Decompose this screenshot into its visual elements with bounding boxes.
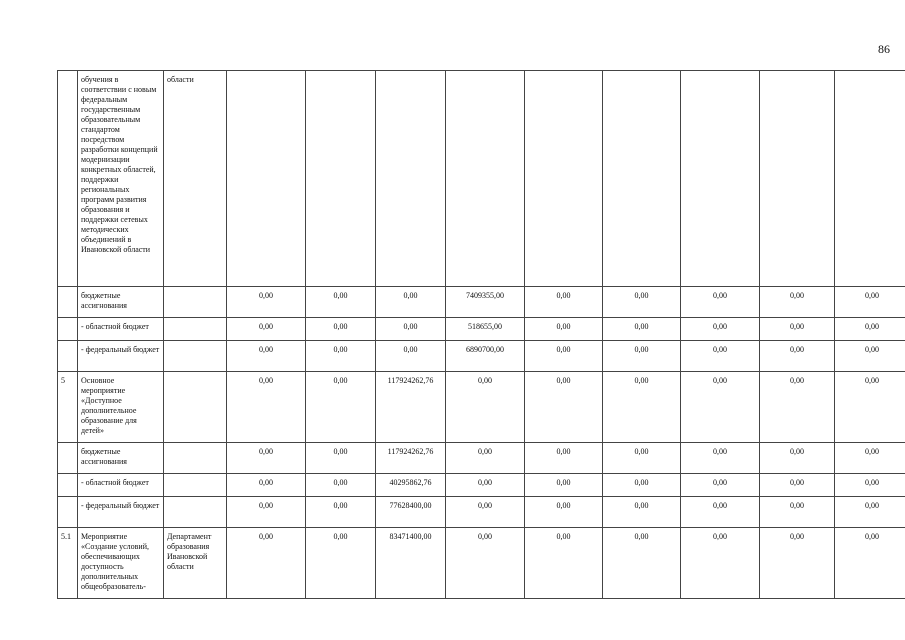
- table-row: [58, 287, 905, 318]
- row-executor: [164, 372, 227, 443]
- row-index: 5: [58, 372, 78, 443]
- row-value: 0,00: [760, 443, 835, 474]
- row-value: 0,00: [525, 372, 603, 443]
- row-value: 0,00: [835, 318, 905, 341]
- row-value: 0,00: [227, 443, 306, 474]
- row-value: 0,00: [446, 372, 525, 443]
- row-value: 0,00: [835, 474, 905, 497]
- row-value: 6890700,00: [446, 341, 525, 372]
- row-value: [376, 71, 446, 287]
- row-value: [760, 71, 835, 287]
- row-value: 0,00: [306, 372, 376, 443]
- row-value: 0,00: [681, 372, 760, 443]
- row-value: 0,00: [227, 287, 306, 318]
- row-value: [446, 71, 525, 287]
- row-name: бюджетные ассигнования: [78, 287, 164, 318]
- row-value: 0,00: [760, 474, 835, 497]
- row-value: 0,00: [835, 497, 905, 528]
- row-value: 0,00: [681, 318, 760, 341]
- row-name: - областной бюджет: [78, 318, 164, 341]
- row-value: 0,00: [306, 497, 376, 528]
- row-value: 0,00: [835, 528, 905, 599]
- row-value: 0,00: [446, 528, 525, 599]
- row-value: 77628400,00: [376, 497, 446, 528]
- row-value: 0,00: [603, 372, 681, 443]
- row-index: [58, 287, 78, 318]
- row-value: 0,00: [760, 497, 835, 528]
- row-value: 0,00: [603, 341, 681, 372]
- table-row: [58, 497, 905, 528]
- row-value: 0,00: [227, 318, 306, 341]
- row-value: 0,00: [603, 318, 681, 341]
- row-value: 0,00: [603, 443, 681, 474]
- table-row: [58, 318, 905, 341]
- row-name: Основное мероприятие «Доступное дополнительное образование для детей»: [78, 372, 164, 443]
- row-executor: [164, 341, 227, 372]
- row-value: 0,00: [760, 341, 835, 372]
- row-value: [227, 71, 306, 287]
- row-value: 0,00: [760, 372, 835, 443]
- row-value: 0,00: [760, 287, 835, 318]
- row-index: [58, 318, 78, 341]
- row-value: 0,00: [835, 341, 905, 372]
- row-value: [603, 71, 681, 287]
- row-executor: области: [164, 71, 227, 287]
- row-value: 0,00: [227, 528, 306, 599]
- row-value: 0,00: [525, 341, 603, 372]
- row-value: 0,00: [603, 497, 681, 528]
- row-value: 0,00: [681, 443, 760, 474]
- row-value: 0,00: [227, 341, 306, 372]
- row-value: 117924262,76: [376, 372, 446, 443]
- row-value: 0,00: [525, 474, 603, 497]
- row-value: 0,00: [603, 528, 681, 599]
- row-value: 0,00: [525, 528, 603, 599]
- row-executor: [164, 497, 227, 528]
- row-value: 0,00: [306, 341, 376, 372]
- row-value: 0,00: [681, 497, 760, 528]
- row-name: - федеральный бюджет: [78, 497, 164, 528]
- table-row: [58, 528, 905, 599]
- row-value: 7409355,00: [446, 287, 525, 318]
- row-value: 0,00: [306, 443, 376, 474]
- table-row: [58, 372, 905, 443]
- row-value: 0,00: [835, 372, 905, 443]
- row-index: [58, 341, 78, 372]
- row-value: 0,00: [525, 287, 603, 318]
- row-value: 0,00: [681, 287, 760, 318]
- row-name: обучения в соответствии с новым федеральным государственным образовательным стандартом посредством разработки концепций модернизации конкретных областей, поддержки региональных программ развития образования и поддержки сетевых методических объединений в Ивановской области: [78, 71, 164, 287]
- row-value: 40295862,76: [376, 474, 446, 497]
- row-value: 0,00: [227, 372, 306, 443]
- row-value: 0,00: [227, 497, 306, 528]
- table-row: [58, 341, 905, 372]
- row-value: [306, 71, 376, 287]
- budget-table: [57, 70, 905, 599]
- row-value: 0,00: [446, 497, 525, 528]
- row-executor: [164, 474, 227, 497]
- row-value: 518655,00: [446, 318, 525, 341]
- row-value: 0,00: [376, 287, 446, 318]
- row-value: 0,00: [835, 443, 905, 474]
- row-value: 0,00: [835, 287, 905, 318]
- row-value: 0,00: [603, 287, 681, 318]
- row-value: 0,00: [227, 474, 306, 497]
- row-value: 0,00: [681, 341, 760, 372]
- row-value: [835, 71, 905, 287]
- row-index: 5.1: [58, 528, 78, 599]
- row-value: 0,00: [681, 528, 760, 599]
- row-value: 0,00: [376, 341, 446, 372]
- row-name: Мероприятие «Создание условий, обеспечивающих доступность дополнительных общеобразователь-: [78, 528, 164, 599]
- row-index: [58, 443, 78, 474]
- row-executor: [164, 287, 227, 318]
- row-index: [58, 497, 78, 528]
- row-name: бюджетные ассигнования: [78, 443, 164, 474]
- row-value: 0,00: [306, 528, 376, 599]
- row-name: - федеральный бюджет: [78, 341, 164, 372]
- row-value: 0,00: [306, 474, 376, 497]
- row-value: 0,00: [681, 474, 760, 497]
- row-value: 0,00: [446, 443, 525, 474]
- row-value: 0,00: [525, 443, 603, 474]
- budget-table-body: [58, 71, 905, 599]
- row-value: 0,00: [446, 474, 525, 497]
- row-value: 0,00: [306, 287, 376, 318]
- row-index: [58, 474, 78, 497]
- row-value: 0,00: [760, 318, 835, 341]
- row-index: [58, 71, 78, 287]
- row-value: 0,00: [603, 474, 681, 497]
- row-name: - областной бюджет: [78, 474, 164, 497]
- row-executor: Департамент образования Ивановской области: [164, 528, 227, 599]
- row-value: 0,00: [306, 318, 376, 341]
- row-value: 0,00: [525, 497, 603, 528]
- row-executor: [164, 318, 227, 341]
- row-value: 0,00: [760, 528, 835, 599]
- page-number: 86: [878, 42, 890, 56]
- table-row: [58, 71, 905, 287]
- row-value: 0,00: [376, 318, 446, 341]
- row-executor: [164, 443, 227, 474]
- row-value: [525, 71, 603, 287]
- row-value: 0,00: [525, 318, 603, 341]
- row-value: 117924262,76: [376, 443, 446, 474]
- row-value: 83471400,00: [376, 528, 446, 599]
- row-value: [681, 71, 760, 287]
- table-row: [58, 474, 905, 497]
- table-row: [58, 443, 905, 474]
